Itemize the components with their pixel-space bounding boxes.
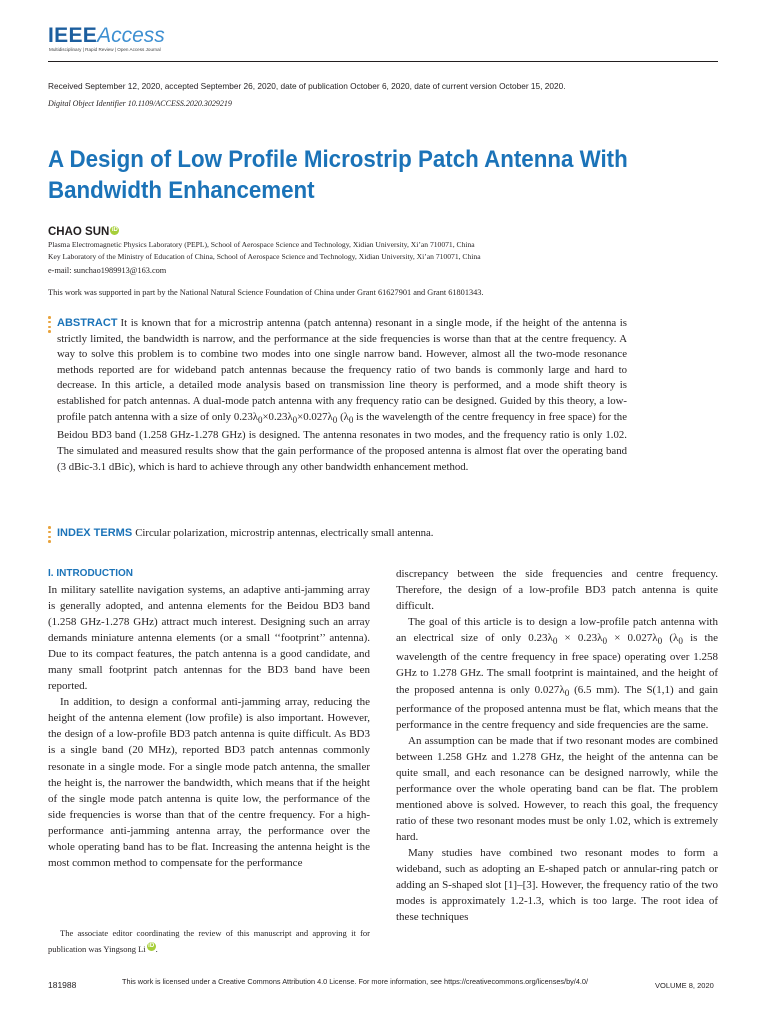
author-name	[48, 226, 119, 238]
orcid-icon[interactable]: iD	[148, 942, 155, 949]
subscript: 0	[552, 636, 558, 647]
abstract-text-times-1: ×0.23λ	[262, 410, 293, 423]
left-column	[48, 566, 370, 871]
right-column	[396, 566, 718, 925]
funding-statement: This work was supported in part by the National Natural Science Foundation of China under Grant 61627901 and Grant 61801343.	[48, 288, 484, 297]
text-run: × 0.23λ	[557, 632, 603, 645]
abstract-label: ABSTRACT	[57, 317, 118, 329]
subscript: 0	[602, 636, 608, 647]
footnote-text: The associate editor coordinating the review of this manuscript and approving it for publication was Yingsong Li	[48, 928, 370, 954]
subscript: 0	[657, 636, 663, 647]
volume-info: VOLUME 8, 2020	[655, 981, 714, 990]
logo-ieee-text: IEEE	[48, 24, 98, 47]
logo-tagline: Multidisciplinary | Rapid Review | Open Access Journal	[49, 47, 161, 52]
subscript: 0	[678, 636, 683, 647]
text-run: (λ	[662, 632, 679, 645]
abstract-text-times-2: ×0.027λ	[297, 410, 333, 423]
abstract-text-1: It is known that for a microstrip antenna (patch antenna) resonant in a single mode, if the height of the antenna is strictly limited, the bandwidth is narrow, and the performance at the side frequencies is worse than that at the centre frequency. A way to solve this problem is to combine two modes into one single narrow band. However, almost all the two-mode resonance methods reported are for wideband patch antennas because the frequency ratio of two bands is commonly large and hard to decrease. In this article, a detailed mode analysis based on transmission line theory is performed, and a mode shift theory is established for patch antennas. A dual-mode patch antenna with any frequency ratio can be designed. Guided by this theory, a low-profile patch antenna with a size of only 0.23λ	[57, 317, 627, 423]
subscript: 0	[564, 687, 570, 698]
logo-access-text: Access	[97, 24, 165, 47]
right-paragraph-2	[396, 614, 718, 733]
section-heading-introduction: I. INTRODUCTION	[48, 568, 133, 579]
subscript: 0	[292, 414, 298, 425]
subscript: 0	[348, 414, 354, 425]
index-terms	[57, 526, 657, 542]
right-paragraph-4: Many studies have combined two resonant modes to form a wideband, such as adopting an E-shaped patch or annular-ring patch or adding an S-shaped slot [1]–[3]. However, the frequency ratio of the two modes is approximately 1.2-1.3, which is too large. The root idea of these techniques	[396, 847, 718, 924]
text-run: × 0.027λ	[607, 632, 658, 645]
abstract	[57, 316, 627, 475]
orcid-icon[interactable]: iD	[111, 227, 118, 233]
header-rule	[48, 61, 718, 62]
index-terms-label: INDEX TERMS	[57, 527, 133, 539]
abstract-dots-icon	[48, 316, 51, 335]
license-statement[interactable]: This work is licensed under a Creative Commons Attribution 4.0 License. For more information, see https://creativecommons.org/licenses/by/4.0/	[122, 977, 588, 986]
abstract-text-paren: (λ	[337, 410, 349, 423]
page-number: 181988	[48, 980, 77, 990]
ieee-access-logo	[48, 24, 165, 48]
article-title: A Design of Low Profile Microstrip Patch Antenna With Bandwidth Enhancement	[48, 146, 628, 204]
index-terms-text: Circular polarization, microstrip antennas, electrically small antenna.	[135, 527, 434, 539]
right-paragraph-1: discrepancy between the side frequencies and centre frequency. Therefore, the design of a low-profile BD3 patch antenna is quite difficult.	[396, 568, 718, 613]
subscript: 0	[332, 414, 338, 425]
affiliation-1: Plasma Electromagnetic Physics Laboratory (PEPL), School of Aerospace Science and Technology, Xidian University, Xi’an 710071, China	[48, 240, 475, 249]
received-dates: Received September 12, 2020, accepted September 26, 2020, date of publication October 6, 2020, date of current version October 15, 2020.	[48, 81, 566, 91]
abstract-text-2: is the wavelength of the centre frequency in free space) for the Beidou BD3 band (1.258 GHz-1.278 GHz) is designed. The antenna resonates in two modes, and the frequency ratio is only 1.02. The simulated and measured results show that the gain performance of the proposed antenna is almost flat over the operating band (3 dBic-3.1 dBic), which is hard to achieve through any other bandwidth enhancement method.	[57, 410, 627, 473]
affiliation-2: Key Laboratory of the Ministry of Education of China, School of Aerospace Science and Technology, Xidian University, Xi’an 710071, China	[48, 252, 481, 261]
right-paragraph-3: An assumption can be made that if two resonant modes are combined between 1.258 GHz and 1.278 GHz, the height of the antenna can be quite small, and each resonance can be designed narrowly, while the performance over the whole operating band can be flat. The problem mentioned above is solved. However, to reach this goal, the frequency ratio of these two resonant modes must be only 1.02, which is extremely hard.	[396, 734, 718, 844]
index-terms-dots-icon	[48, 526, 51, 545]
author-text: CHAO SUN	[48, 226, 110, 238]
text-run: (6.5 mm). The S(1,1) and gain performance of the proposed antenna must be flat, which means that the performance in the centre frequency and side frequencies are the same.	[396, 683, 718, 731]
editor-footnote: The associate editor coordinating the review of this manuscript and approving it for publication was Yingsong Li iD .	[48, 928, 370, 954]
intro-paragraph-1: In military satellite navigation systems, an adaptive anti-jamming array is generally adopted, and antenna elements for the Beidou BD3 band (1.258 GHz-1.278 GHz) attract much interest. Designing such an array demands miniature antenna elements (or a small ‘‘footprint’’ antenna). Due to its compact features, the patch antenna is a good candidate, and many small footprint patch antennas for the BD3 band have been reported.	[48, 584, 370, 693]
text-run: is the wavelength of the centre frequency in free space) operating over 1.258 GHz to 1.278 GHz. The small footprint is maintained, and the height of the proposed antenna is only 0.027λ	[396, 632, 718, 696]
doi-line: Digital Object Identifier 10.1109/ACCESS.2020.3029219	[48, 99, 232, 108]
intro-paragraph-2: In addition, to design a conformal anti-jamming array, reducing the height of the antenna element (low profile) is also important. However, the design of a low-profile BD3 patch antenna is quite difficult. As BD3 is a single band (20 MHz), reported BD3 patch antennas commonly resonate in a single mode. For a single mode patch antenna, the smaller the height is, the narrower the bandwidth, which means that if the height of the single mode patch antenna is quite low, the performance of the side frequencies is worse than that of the centre frequency. For a high-performance anti-jamming antenna array, the performance over the whole operating band has to be flat. Increasing the antenna height is the most common method to compensate for the performance	[48, 696, 370, 869]
author-email[interactable]: e-mail: sunchao1989913@163.com	[48, 266, 167, 275]
text-run: The goal of this article is to design a low-profile patch antenna with an electrical size of only 0.23λ	[396, 616, 718, 645]
subscript: 0	[257, 414, 263, 425]
